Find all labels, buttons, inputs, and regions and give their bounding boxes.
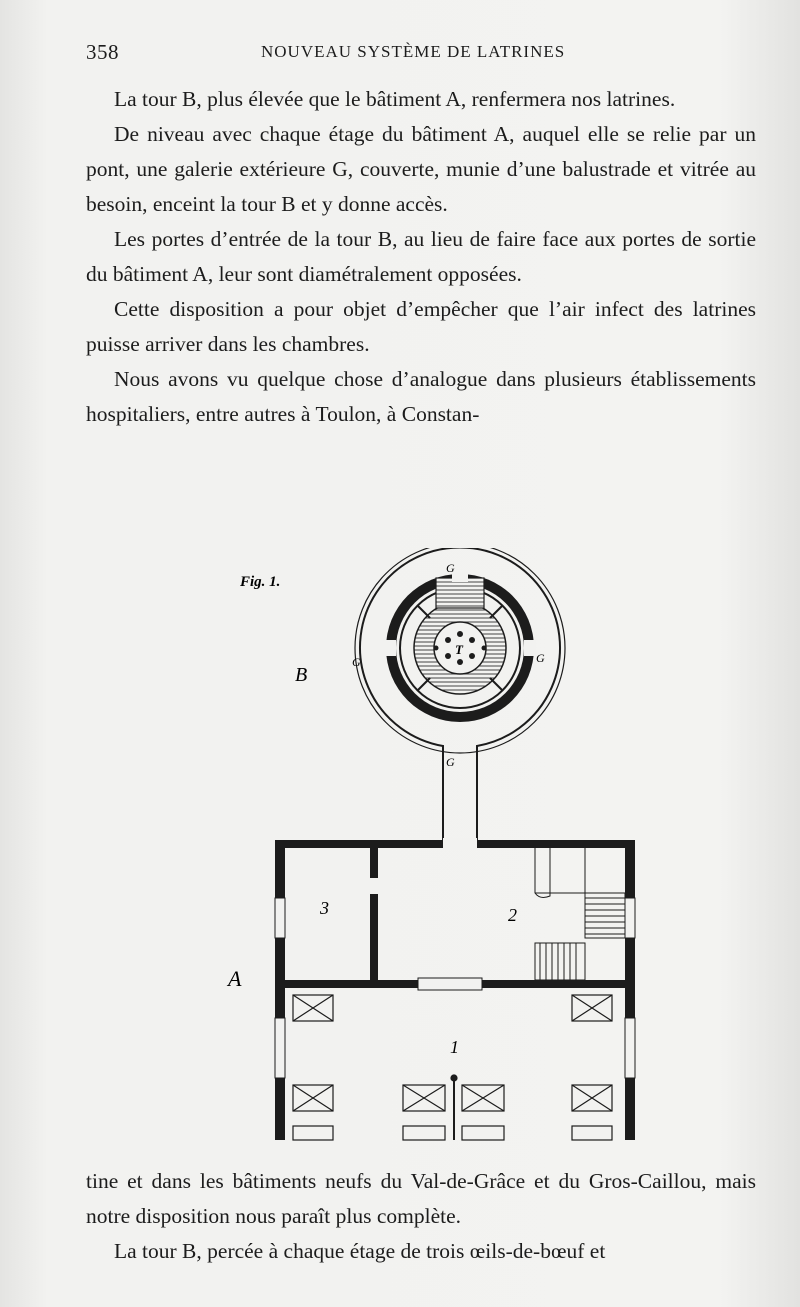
paragraph: La tour B, percée à chaque étage de trois œils-de-bœuf et <box>114 1239 606 1263</box>
beds <box>293 995 612 1140</box>
label-gallery-right: G <box>536 651 545 665</box>
floor-plan-figure <box>200 548 670 1148</box>
running-title: NOUVEAU SYSTÈME DE LATRINES <box>261 42 566 61</box>
label-tower-b: B <box>295 664 308 686</box>
paragraph: tine et dans les bâtiments neufs du Val-de-Grâce et du Gros-Caillou, mais notre disposition nous paraît plus complète. <box>86 1169 756 1228</box>
figure-caption: Fig. 1. <box>240 574 281 590</box>
label-center-t: T <box>455 642 463 657</box>
paragraph: Cette disposition a pour objet d’empêcher que l’air infect des latrines puisse arriver dans les chambres. <box>86 297 756 356</box>
paragraph: De niveau avec chaque étage du bâtiment A, auquel elle se relie par un pont, une galerie extérieure G, couverte, munie d’une balustrade et vitrée au besoin, enceint la tour B et y donne accès. <box>86 122 756 216</box>
floor-plan-drawing <box>200 548 670 1148</box>
paragraph: Les portes d’entrée de la tour B, au lieu de faire face aux portes de sortie du bâtiment A, leur sont diamétralement opposées. <box>86 227 756 286</box>
label-room-1: 1 <box>450 1037 459 1057</box>
label-gallery-top: G <box>446 561 455 575</box>
label-room-2: 2 <box>508 905 517 925</box>
label-gallery-left: G <box>352 655 361 669</box>
label-building-a: A <box>228 966 242 991</box>
label-room-3: 3 <box>320 898 329 918</box>
page-header <box>86 38 754 66</box>
body-text-bottom <box>86 1164 756 1269</box>
staircase <box>535 848 625 980</box>
label-gallery-bridge: G <box>446 755 455 769</box>
body-text-top <box>86 82 756 432</box>
paragraph: La tour B, plus élevée que le bâtiment A, renfermera nos latrines. <box>114 87 676 111</box>
page-number: 358 <box>86 40 119 64</box>
paragraph: Nous avons vu quelque chose d’analogue dans plusieurs établissements hospitaliers, entre autres à Toulon, à Constan- <box>86 367 756 426</box>
